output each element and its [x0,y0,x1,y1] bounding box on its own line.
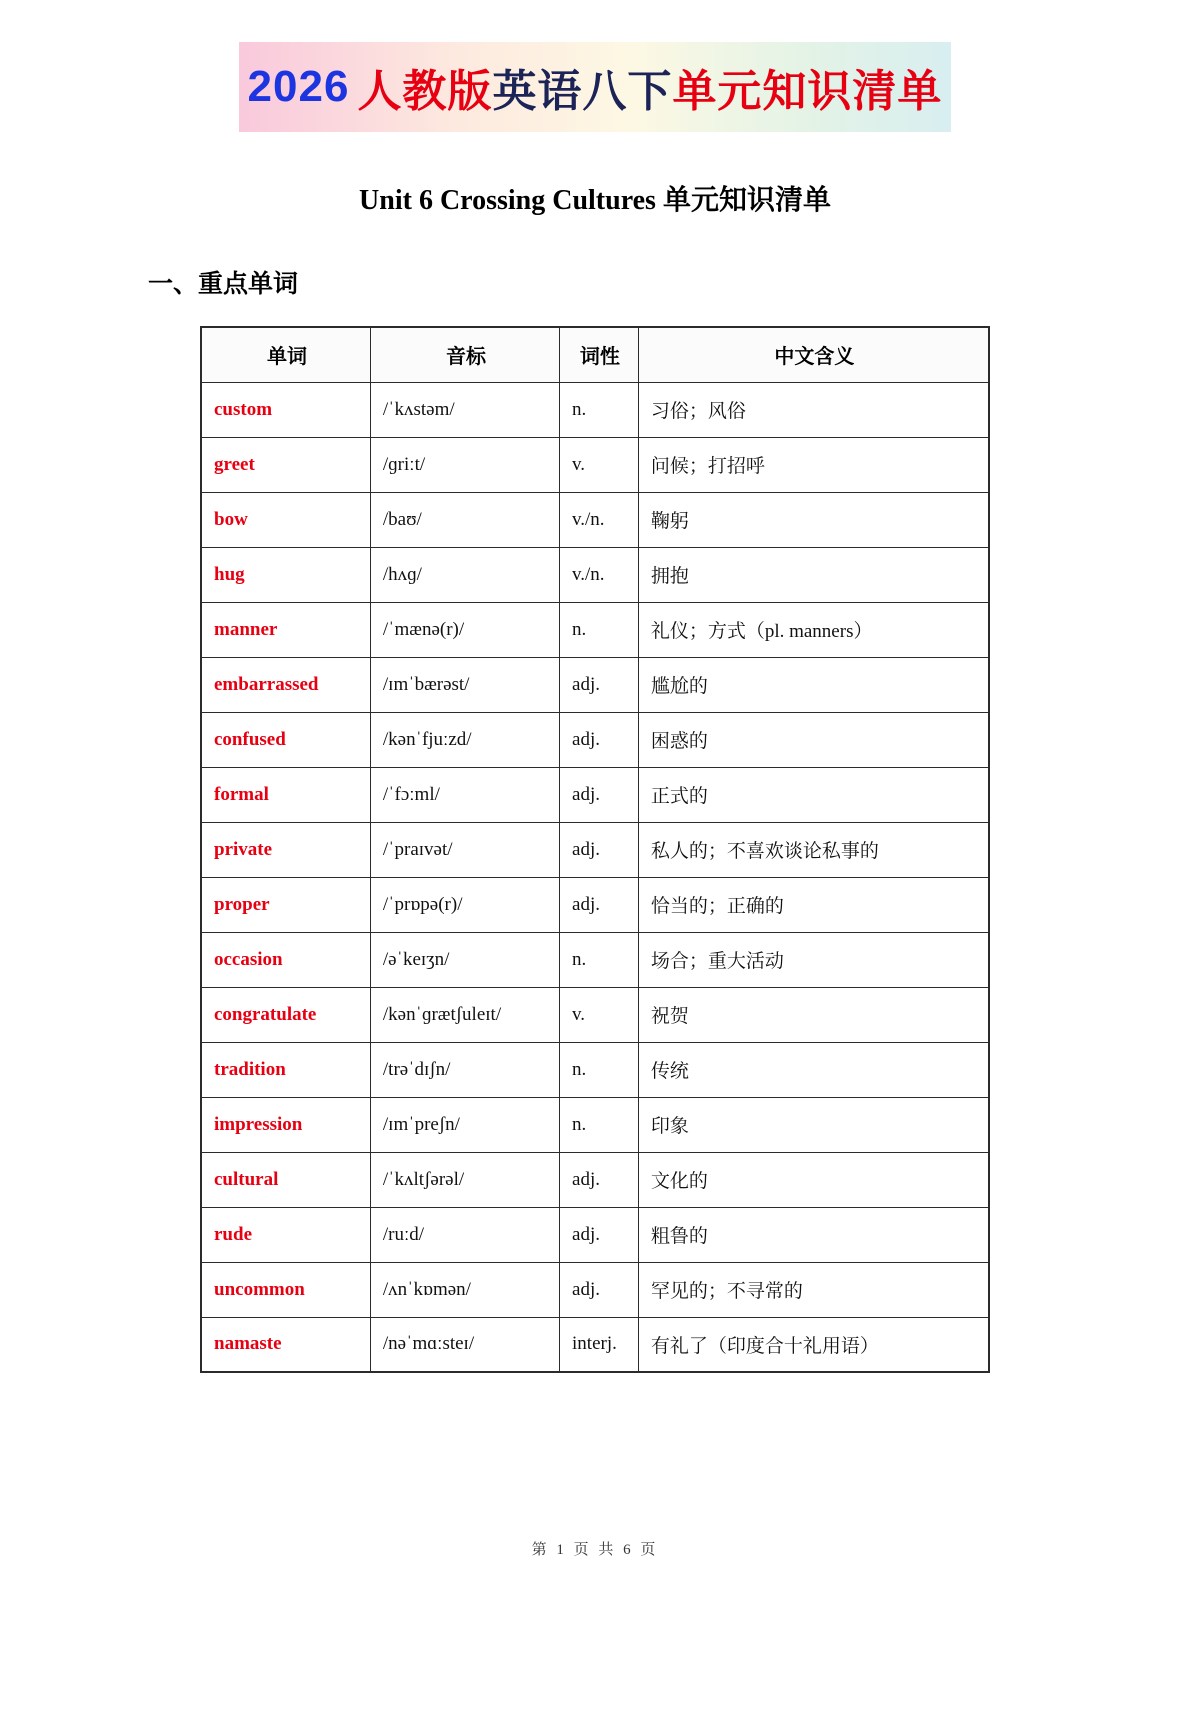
meaning-cell: 印象 [638,1097,989,1152]
table-row [201,712,989,767]
word-cell: private [201,822,370,877]
meaning-cell: 文化的 [638,1152,989,1207]
word-cell: cultural [201,1152,370,1207]
pos-cell: n. [560,932,639,987]
phonetic-cell: /kənˈfjuːzd/ [370,712,559,767]
meaning-cell: 私人的；不喜欢谈论私事的 [638,822,989,877]
phonetic-cell: /hʌɡ/ [370,547,559,602]
table-row [201,1042,989,1097]
word-cell: custom [201,382,370,437]
pos-cell: adj. [560,712,639,767]
table-row [201,987,989,1042]
meaning-cell: 罕见的；不寻常的 [638,1262,989,1317]
pos-cell: v. [560,437,639,492]
table-row [201,602,989,657]
pos-cell: n. [560,382,639,437]
phonetic-cell: /kənˈɡrætʃuleɪt/ [370,987,559,1042]
meaning-cell: 正式的 [638,767,989,822]
word-cell: manner [201,602,370,657]
table-row [201,932,989,987]
header-word: 单词 [201,327,370,382]
meaning-cell: 恰当的；正确的 [638,877,989,932]
pos-cell: adj. [560,1207,639,1262]
meaning-cell: 有礼了（印度合十礼用语） [638,1317,989,1372]
word-cell: namaste [201,1317,370,1372]
meaning-cell: 尴尬的 [638,657,989,712]
pos-cell: adj. [560,877,639,932]
banner-brand: 人教版 [357,67,493,116]
phonetic-cell: /əˈkeɪʒn/ [370,932,559,987]
phonetic-cell: /ˈmænə(r)/ [370,602,559,657]
vocab-table [200,326,990,1373]
table-row [201,1317,989,1372]
phonetic-cell: /trəˈdɪʃn/ [370,1042,559,1097]
banner-suffix: 单元知识清单 [672,67,943,116]
meaning-cell: 问候；打招呼 [638,437,989,492]
pos-cell: adj. [560,822,639,877]
meaning-cell: 困惑的 [638,712,989,767]
pos-cell: n. [560,1042,639,1097]
phonetic-cell: /ˈpraɪvət/ [370,822,559,877]
table-header-row [201,327,989,382]
meaning-cell: 拥抱 [638,547,989,602]
table-row [201,547,989,602]
word-cell: proper [201,877,370,932]
phonetic-cell: /ruːd/ [370,1207,559,1262]
word-cell: uncommon [201,1262,370,1317]
header-phonetic: 音标 [370,327,559,382]
table-row [201,1097,989,1152]
header-pos: 词性 [560,327,639,382]
table-row [201,382,989,437]
phonetic-cell: /ˈkʌltʃərəl/ [370,1152,559,1207]
page-title: Unit 6 Crossing Cultures 单元知识清单 [359,185,831,216]
pos-cell: n. [560,602,639,657]
pos-cell: adj. [560,1262,639,1317]
table-row [201,657,989,712]
table-row [201,1262,989,1317]
phonetic-cell: /nəˈmɑːsteɪ/ [370,1317,559,1372]
document-page [0,42,1190,1724]
banner-subject: 英语八下 [492,67,673,116]
word-cell: formal [201,767,370,822]
phonetic-cell: /ˈprɒpə(r)/ [370,877,559,932]
phonetic-cell: /ɪmˈbærəst/ [370,657,559,712]
banner [239,42,951,132]
meaning-cell: 礼仪；方式（pl. manners） [638,602,989,657]
word-cell: tradition [201,1042,370,1097]
word-cell: impression [201,1097,370,1152]
word-cell: congratulate [201,987,370,1042]
phonetic-cell: /ʌnˈkɒmən/ [370,1262,559,1317]
meaning-cell: 传统 [638,1042,989,1097]
pos-cell: v./n. [560,492,639,547]
page-footer: 第 1 页 共 6 页 [531,1542,659,1558]
word-cell: hug [201,547,370,602]
pos-cell: n. [560,1097,639,1152]
pos-cell: v./n. [560,547,639,602]
word-cell: occasion [201,932,370,987]
table-row [201,1152,989,1207]
meaning-cell: 场合；重大活动 [638,932,989,987]
meaning-cell: 祝贺 [638,987,989,1042]
word-cell: embarrassed [201,657,370,712]
header-meaning: 中文含义 [638,327,989,382]
section-heading: 一、重点单词 [148,271,299,298]
phonetic-cell: /ɡriːt/ [370,437,559,492]
pos-cell: v. [560,987,639,1042]
table-row [201,437,989,492]
table-row [201,492,989,547]
table-row [201,1207,989,1262]
word-cell: confused [201,712,370,767]
table-row [201,822,989,877]
table-row [201,767,989,822]
pos-cell: adj. [560,657,639,712]
pos-cell: adj. [560,1152,639,1207]
meaning-cell: 鞠躬 [638,492,989,547]
word-cell: greet [201,437,370,492]
phonetic-cell: /ˈfɔːml/ [370,767,559,822]
phonetic-cell: /baʊ/ [370,492,559,547]
word-cell: rude [201,1207,370,1262]
table-row [201,877,989,932]
word-cell: bow [201,492,370,547]
phonetic-cell: /ˈkʌstəm/ [370,382,559,437]
meaning-cell: 习俗；风俗 [638,382,989,437]
meaning-cell: 粗鲁的 [638,1207,989,1262]
pos-cell: interj. [560,1317,639,1372]
banner-year: 2026 [247,62,350,111]
phonetic-cell: /ɪmˈpreʃn/ [370,1097,559,1152]
pos-cell: adj. [560,767,639,822]
